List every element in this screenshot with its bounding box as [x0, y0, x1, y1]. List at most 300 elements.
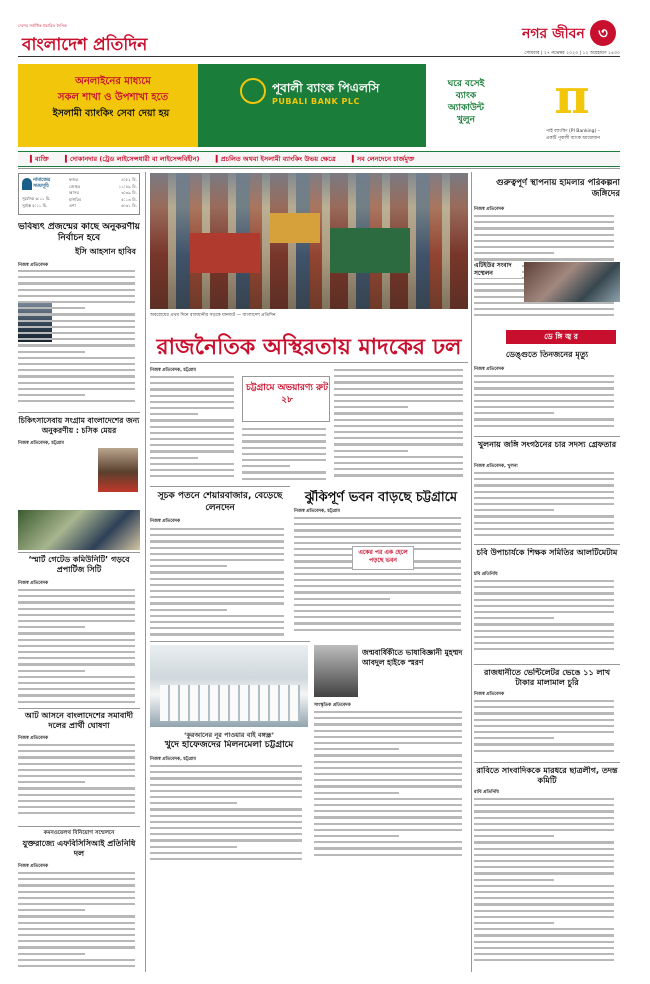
text-line — [150, 808, 302, 810]
text-line — [18, 276, 135, 278]
body-a5 — [18, 870, 140, 970]
text-line — [150, 457, 198, 459]
headline-a3: ‘স্মার্ট গেটেড কমিউনিটি’ গড়বে প্রপার্টিজ সিটি — [28, 555, 130, 574]
ad-cta-2: ব্যাংক — [455, 91, 477, 101]
text-line — [334, 381, 463, 383]
text-line — [474, 497, 614, 499]
body-a3 — [18, 587, 140, 707]
text-line — [18, 270, 135, 272]
text-line — [242, 478, 326, 480]
text-line — [474, 387, 614, 389]
portrait-photo-a2 — [98, 448, 138, 492]
text-line — [18, 769, 135, 771]
headline-a11: ‘কুরআনের নূর পাওয়ার বাই বঙ্গন্ধ্ৰ’ — [183, 731, 275, 739]
text-line — [150, 584, 284, 586]
text-line — [242, 453, 326, 455]
byline-main: নিজস্ব প্রতিবেদক, চট্টগ্রাম — [150, 368, 196, 373]
byline-chabi: চবি প্রতিনিধি — [474, 572, 498, 577]
text-line — [150, 609, 227, 611]
text-line — [334, 406, 408, 408]
body-dengue — [474, 373, 620, 433]
bank-name-bn: পূবালী ব্যাংক পিএলসি — [272, 81, 380, 95]
text-line — [474, 394, 614, 396]
text-line — [150, 401, 234, 403]
text-line — [334, 431, 463, 433]
text-line — [150, 475, 234, 477]
text-line — [474, 406, 614, 408]
body-a11 — [150, 763, 308, 863]
text-line — [474, 731, 614, 733]
text-line — [150, 444, 234, 446]
text-line — [314, 823, 462, 825]
text-line — [474, 798, 614, 800]
text-line — [314, 847, 462, 849]
text-line — [18, 608, 135, 610]
text-line — [474, 515, 614, 517]
text-line — [474, 258, 614, 260]
prayer-rows — [69, 177, 137, 210]
byline-a3: নিজস্ব প্রতিবেদক — [18, 581, 49, 586]
subhead-a1: ইসি আহসান হাবিব — [75, 247, 136, 256]
text-line — [294, 523, 461, 525]
text-line — [474, 227, 614, 229]
text-line — [474, 804, 614, 806]
text-line — [18, 351, 85, 353]
text-line — [474, 750, 614, 752]
text-line — [474, 534, 614, 536]
text-line — [18, 812, 135, 814]
body-a12 — [314, 709, 468, 863]
kicker-a5: কমনওয়েলথ বিনিয়োগ সম্মেলনে — [43, 830, 115, 836]
divider — [150, 362, 468, 363]
subhead-a11: খুদে হাফেজদের মিলনমেলা চট্টগ্রামে — [164, 740, 294, 750]
text-line — [474, 854, 614, 856]
text-line — [314, 742, 462, 744]
divider — [18, 412, 140, 413]
text-line — [18, 676, 135, 678]
text-line — [18, 307, 85, 309]
text-line — [294, 616, 461, 618]
abdul-hai-portrait — [314, 645, 358, 697]
text-line — [18, 363, 135, 365]
text-line — [474, 823, 614, 825]
text-line — [474, 586, 614, 588]
ad-cta-1: ঘরে বসেই — [447, 79, 485, 89]
text-line — [150, 376, 234, 378]
text-line — [18, 589, 135, 591]
text-line — [150, 765, 302, 767]
masthead — [0, 0, 650, 60]
headline-a5: যুক্তরাজ্যে এফবিসিসিআই প্রতিনিধি দল — [22, 839, 136, 858]
text-line — [334, 450, 408, 452]
text-line — [18, 326, 135, 328]
bus-shape — [270, 213, 320, 243]
text-line — [474, 928, 614, 930]
text-line — [18, 787, 135, 789]
text-line — [150, 784, 302, 786]
prayer-name: ফজর — [69, 177, 79, 182]
text-line — [314, 748, 399, 750]
text-line — [314, 841, 462, 843]
text-line — [150, 419, 234, 421]
text-line — [18, 946, 135, 948]
text-line — [18, 781, 85, 783]
text-line — [18, 806, 135, 808]
text-line — [474, 240, 614, 242]
text-line — [150, 534, 284, 536]
text-line — [474, 599, 614, 601]
text-line — [474, 503, 614, 505]
text-line — [314, 816, 462, 818]
text-line — [294, 622, 461, 624]
text-line — [150, 833, 302, 835]
text-line — [18, 903, 135, 905]
text-line — [18, 701, 135, 703]
text-line — [150, 621, 284, 623]
text-line — [150, 777, 302, 779]
text-line — [474, 848, 614, 850]
text-line — [474, 308, 614, 310]
headline-a9: গুরুত্বপূর্ণ স্থাপনায় হামলার পরিকল্পনা জঙ্গিদের — [496, 178, 620, 199]
body-chabi — [474, 578, 620, 658]
text-line — [314, 792, 399, 794]
text-line — [334, 388, 463, 390]
mosque-icon — [22, 178, 32, 190]
text-line — [474, 959, 614, 961]
text-line — [474, 953, 614, 955]
text-line — [474, 941, 614, 943]
text-line — [18, 800, 135, 802]
text-line — [18, 756, 135, 758]
text-line — [18, 909, 85, 911]
main-kicker-box — [242, 376, 330, 422]
text-line — [294, 629, 461, 631]
text-line — [474, 522, 614, 524]
pi-logo-icon: π — [554, 69, 590, 125]
text-line — [314, 754, 462, 756]
text-line — [474, 712, 614, 714]
text-line — [150, 839, 302, 841]
text-line — [474, 623, 614, 625]
bank-emblem-icon — [240, 78, 266, 104]
byline-khulna: নিজস্ব প্রতিবেদক, খুলনা — [474, 464, 518, 469]
divider — [18, 552, 140, 553]
text-line — [18, 357, 135, 359]
photo-caption: অবরোধের প্রথম দিনে রাজধানীর সড়কে যানজট — বাংলাদেশ প্রতিদিন — [150, 313, 276, 318]
text-line — [242, 428, 326, 430]
divider — [474, 544, 620, 545]
text-line — [18, 338, 135, 340]
event-photo-a2 — [18, 510, 140, 550]
text-line — [474, 418, 614, 420]
prayer-time: ৬:৩১ মি. — [121, 203, 137, 208]
text-line — [150, 771, 302, 773]
text-line — [150, 450, 234, 452]
ad-strip-item-2: দোকানদার (ট্রেড লাইসেন্সধারী বা লাইসেন্সবিহীন) — [69, 155, 200, 163]
pi-banking-tag: পাই ব্যাংকিং (PI Banking) – — [546, 129, 600, 134]
text-line — [474, 472, 614, 474]
text-line — [242, 434, 326, 436]
byline-a5: নিজস্ব প্রতিবেদক — [18, 864, 49, 869]
text-line — [474, 221, 614, 223]
text-line — [314, 804, 462, 806]
text-line — [474, 636, 614, 638]
text-line — [474, 737, 554, 739]
main-headline: রাজনৈতিক অস্থিরতায় মাদকের ঢল — [156, 335, 462, 360]
text-line — [334, 394, 463, 396]
text-line — [18, 344, 135, 346]
text-line — [474, 642, 614, 644]
text-line — [474, 412, 554, 414]
byline-a4: নিজস্ব প্রতিবেদক — [18, 736, 49, 741]
ad-strip-item-4: সব লেনদেনে চার্জমুক্ত — [356, 155, 415, 163]
text-line — [474, 700, 614, 702]
text-line — [150, 382, 234, 384]
body-a4 — [18, 742, 140, 822]
text-line — [150, 633, 284, 635]
text-line — [314, 798, 462, 800]
prayer-row — [69, 203, 137, 210]
text-line — [294, 585, 461, 587]
body-khulna — [474, 470, 620, 540]
text-line — [18, 750, 135, 752]
text-line — [150, 407, 234, 409]
text-line — [18, 922, 135, 924]
text-line — [474, 903, 614, 905]
text-line — [474, 580, 614, 582]
text-line — [18, 884, 135, 886]
hafez-gathering-photo — [150, 645, 308, 727]
text-line — [150, 426, 234, 428]
prayer-name: জোহর — [69, 183, 81, 189]
text-line — [474, 648, 614, 650]
text-line — [474, 922, 554, 924]
text-line — [18, 394, 85, 396]
ad-headline-1: অনলাইনের মাধ্যমে — [75, 76, 151, 87]
text-line — [150, 627, 284, 629]
text-line — [18, 632, 135, 634]
headline-a8: ঝুঁকিপূর্ণ ভবন বাড়ছে চট্টগ্রামে — [304, 490, 458, 505]
text-line — [474, 916, 614, 918]
bus-shape — [330, 228, 410, 273]
sunset-time: সূর্যাস্ত ৫:১১ মি. — [22, 203, 48, 208]
text-line — [314, 829, 462, 831]
text-line — [474, 246, 614, 248]
byline-a2: নিজস্ব প্রতিবেদক, চট্টগ্রাম — [18, 441, 64, 446]
pull-quote-a8 — [352, 546, 414, 570]
text-line — [18, 400, 135, 402]
ad-cta-4: খুলুন — [457, 115, 475, 125]
headline-a1: ভবিষ্যৎ প্রজন্মের কাছে অনুকরণীয় নির্বাচন হবে — [18, 222, 140, 243]
ad-bottom-rule — [18, 168, 620, 169]
text-line — [18, 375, 135, 377]
text-line — [18, 928, 135, 930]
text-line — [18, 775, 135, 777]
text-line — [242, 440, 326, 442]
text-line — [314, 736, 462, 738]
byline-a12: সাংস্কৃতিক প্রতিবেদক — [314, 703, 351, 708]
headline-chabi: চবি উপাচার্যকে শিক্ষক সমিতির আলটিমেটাম — [476, 548, 618, 557]
text-line — [18, 382, 135, 384]
text-line — [314, 723, 462, 725]
text-line — [314, 767, 462, 769]
text-line — [294, 529, 461, 531]
text-line — [474, 617, 554, 619]
masthead-rule — [18, 56, 620, 57]
text-line — [334, 443, 463, 445]
text-line — [150, 602, 284, 604]
column-divider — [145, 172, 146, 972]
text-line — [474, 860, 614, 862]
text-line — [18, 744, 135, 746]
text-line — [150, 463, 234, 465]
text-line — [150, 821, 302, 823]
headline-a4: আট আসনে বাংলাদেশের সমাবাদী দলের প্রার্থী ঘোষণা — [24, 711, 134, 730]
text-line — [18, 657, 135, 659]
text-line — [150, 438, 234, 440]
byline-raj2: রাবি প্রতিনিধি — [474, 790, 499, 795]
text-line — [334, 456, 463, 458]
text-line — [150, 790, 302, 792]
text-line — [474, 910, 614, 912]
text-line — [150, 547, 284, 549]
text-line — [294, 598, 390, 600]
text-line — [474, 934, 614, 936]
text-line — [474, 841, 614, 843]
text-line — [314, 785, 462, 787]
main-kicker: চট্টগ্রামে অভয়ারণ্য রুট ২৮ — [246, 383, 328, 405]
bus-shape — [190, 233, 260, 273]
text-line — [474, 215, 614, 217]
text-line — [474, 478, 614, 480]
text-line — [18, 915, 135, 917]
text-line — [242, 447, 326, 449]
text-line — [18, 670, 85, 672]
text-line — [18, 891, 135, 893]
text-line — [150, 413, 198, 415]
prayer-name: এশা — [69, 203, 76, 208]
text-line — [18, 934, 135, 936]
body-raj2 — [474, 796, 620, 966]
ad-cta-3: অ্যাকাউন্ট — [447, 103, 484, 113]
byline-a1: নিজস্ব প্রতিবেদক — [18, 263, 49, 268]
traffic-jam-photo — [150, 173, 468, 309]
text-line — [150, 469, 234, 471]
text-line — [474, 605, 614, 607]
headline-a10: এটিইউর সংবাদ সম্মেলন — [474, 262, 522, 278]
divider — [474, 664, 620, 665]
text-line — [18, 295, 135, 297]
body-a1 — [18, 268, 140, 408]
body-a7 — [150, 526, 290, 638]
headline-a12: জন্মবার্ষিকীতে ভাষাবিজ্ঞানী মুহম্মদ আবদুল হাইকে স্মরণ — [362, 648, 463, 667]
headline-dengue: ডেঙ্গুতে তিনজনের মৃত্যু — [505, 350, 589, 359]
divider — [150, 486, 290, 487]
text-line — [150, 590, 284, 592]
text-line — [474, 743, 614, 745]
text-line — [18, 688, 135, 690]
dengue-label-text: ডে ঙ্গি জ্ব র — [544, 332, 578, 341]
text-line — [18, 645, 135, 647]
text-line — [18, 614, 135, 616]
ad-strip-item-3: প্রচলিত অথবা ইসলামী ব্যাংকিং উভয় ক্ষেত্রে — [220, 155, 336, 163]
prayer-name: আসর — [69, 190, 79, 195]
text-line — [474, 872, 614, 874]
text-line — [474, 719, 614, 721]
text-line — [150, 559, 284, 561]
prayer-name: মাগরিব — [69, 196, 82, 202]
text-line — [474, 725, 614, 727]
text-line — [314, 810, 462, 812]
text-line — [18, 897, 135, 899]
text-line — [294, 542, 461, 544]
text-line — [294, 610, 461, 612]
prayer-time: ৩:৩৯ মি. — [121, 190, 137, 195]
text-line — [474, 484, 614, 486]
text-line — [334, 425, 463, 427]
byline-a7: নিজস্ব প্রতিবেদক — [150, 519, 181, 524]
text-line — [18, 794, 135, 796]
ad-feature-strip: ▍ব্যক্তি ▍দোকানদার (ট্রেড লাইসেন্সধারী বা লাইসেন্সবিহীন) ▍প্রচলিত অথবা ইসলামী ব্যাংকিং উভয় ক্ষেত্রে ▍সব লেনদেনে চার্জমুক্ত — [18, 151, 620, 167]
text-line — [314, 779, 462, 781]
body-main-col3 — [334, 367, 468, 482]
text-line — [18, 965, 135, 967]
headline-raj2: রাবিতে সাংবাদিককে মারধরে ছাত্রলীগ, তদন্ত কমিটি — [476, 766, 618, 785]
text-line — [242, 471, 326, 473]
prayer-time: ৪:৫২ মি. — [121, 177, 137, 182]
text-line — [18, 959, 135, 961]
text-line — [242, 459, 326, 461]
text-line — [150, 802, 237, 804]
text-line — [474, 425, 614, 427]
text-line — [18, 953, 85, 955]
text-line — [334, 400, 463, 402]
byline-a11: নিজস্ব প্রতিবেদক, চট্টগ্রাম — [150, 757, 196, 762]
text-line — [474, 630, 614, 632]
ad-headline-2: সকল শাখা ও উপশাখা হতে — [57, 92, 169, 103]
body-main-col2 — [242, 426, 330, 482]
text-line — [18, 626, 85, 628]
text-line — [18, 651, 135, 653]
text-line — [474, 879, 554, 881]
text-line — [150, 528, 284, 530]
text-line — [18, 639, 135, 641]
text-line — [150, 565, 227, 567]
text-line — [18, 388, 135, 390]
text-line — [334, 369, 463, 371]
text-line — [474, 252, 554, 254]
text-line — [474, 810, 614, 812]
text-line — [474, 234, 614, 236]
text-line — [18, 620, 135, 622]
text-line — [150, 553, 284, 555]
prayer-time: ১১:৪৯ মি. — [118, 183, 137, 189]
divider — [18, 708, 140, 709]
text-line — [334, 412, 463, 414]
text-line — [474, 592, 614, 594]
text-line — [242, 465, 290, 467]
text-line — [474, 885, 614, 887]
dengue-label — [506, 330, 616, 344]
text-line — [334, 468, 463, 470]
body-a8 — [294, 515, 468, 638]
section-name: নগর জীবন — [522, 26, 585, 42]
text-line — [314, 761, 462, 763]
text-line — [294, 604, 461, 606]
text-line — [18, 282, 135, 284]
text-line — [150, 858, 302, 860]
text-line — [18, 289, 135, 291]
